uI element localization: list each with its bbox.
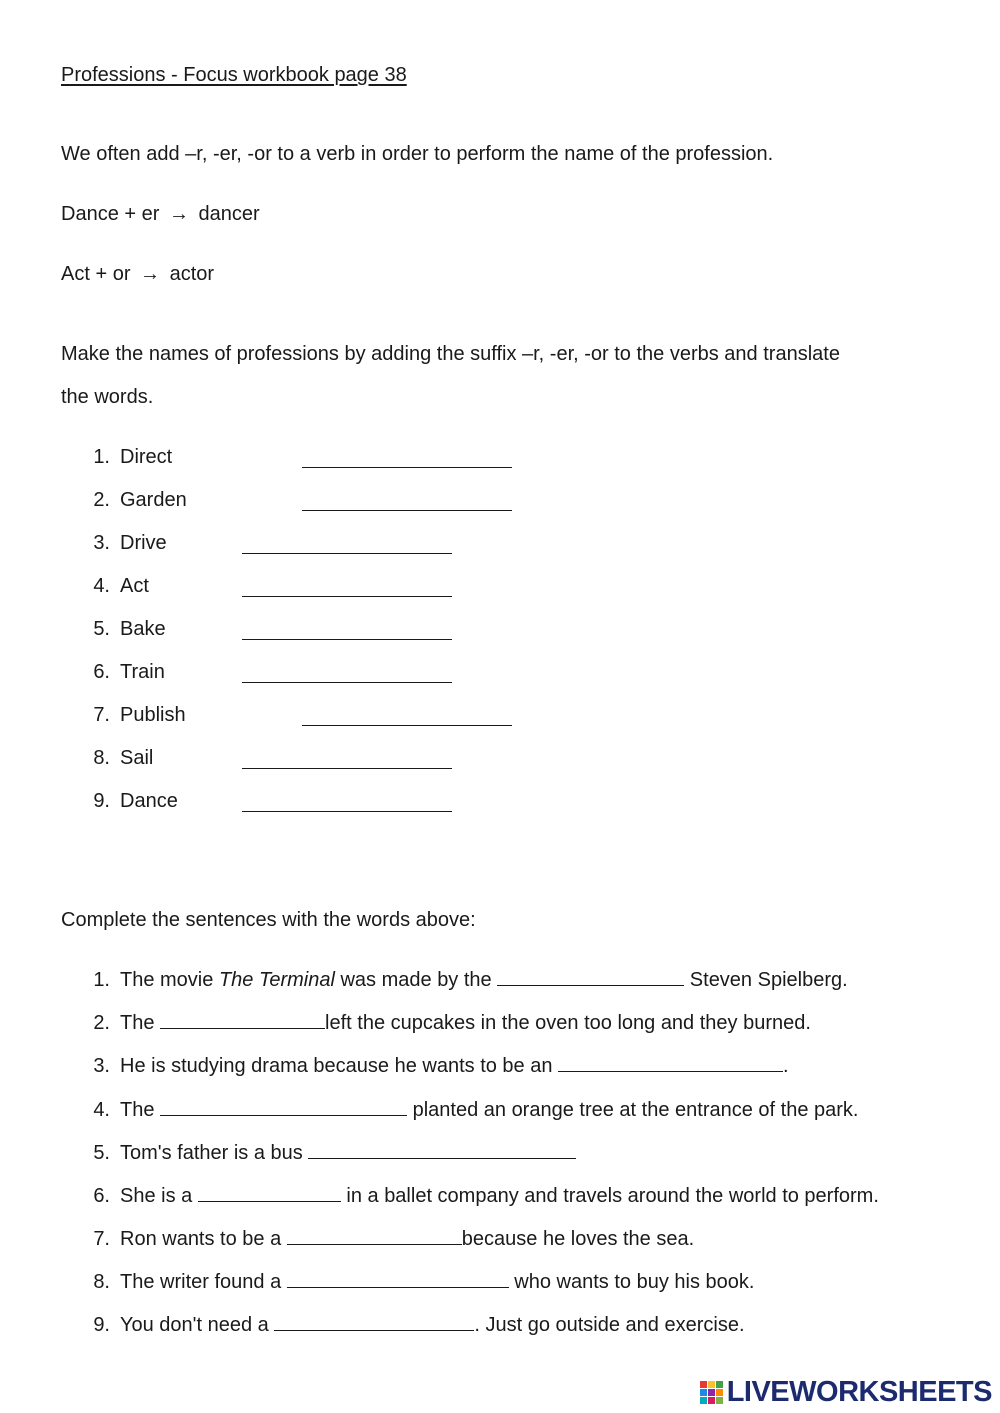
item-number: 6. [93,661,110,683]
answer-blank[interactable] [308,1157,576,1159]
arrow-right-icon: → [140,263,161,285]
item-number: 2. [93,489,110,511]
item-number: 3. [93,1055,110,1077]
sentence-item [80,1100,858,1120]
answer-blank[interactable] [274,1329,474,1331]
verb-word: Sail [120,747,154,769]
verb-item [80,533,167,553]
sentence-text-after: left the cupcakes in the oven too long and they burned. [325,1012,811,1034]
sentence-text-after: planted an orange tree at the entrance of the park. [407,1099,859,1121]
item-number: 1. [93,446,110,468]
sentence-text-before: The writer found a [120,1271,287,1293]
answer-blank[interactable] [198,1200,341,1202]
logo-square [716,1389,723,1396]
sentence-text-before: Ron wants to be a [120,1228,287,1250]
sentence-item [80,970,848,990]
sentence-item [80,1056,789,1076]
verb-item [80,705,186,725]
item-number: 9. [93,790,110,812]
verb-word: Publish [120,704,186,726]
sentence-text-before: You don't need a [120,1314,275,1336]
item-number: 6. [93,1185,110,1207]
example-right: dancer [198,203,260,225]
sentence-text-after: who wants to buy his book. [508,1271,755,1293]
sentence-text-before: The [120,1099,161,1121]
logo-square [700,1381,707,1388]
liveworksheets-logo [700,1378,992,1407]
answer-blank[interactable] [242,596,452,597]
sentence-text-mid: was made by the [334,969,498,991]
sentence-text-before: The movie [120,969,219,991]
verb-word: Garden [120,489,187,511]
instruction-text-cont: the words. [61,386,154,408]
logo-text: LIVEWORKSHEETS [726,1376,992,1408]
verb-item [80,791,178,811]
answer-blank[interactable] [160,1027,325,1029]
answer-blank[interactable] [558,1070,783,1072]
item-number: 5. [93,1142,110,1164]
logo-square [700,1389,707,1396]
sentences-heading: Complete the sentences with the words above: [61,909,476,931]
verb-item [80,619,166,639]
item-number: 5. [93,618,110,640]
answer-blank[interactable] [302,725,512,726]
sentence-text-after: . Just go outside and exercise. [474,1314,745,1336]
item-number: 1. [93,969,110,991]
example-act [61,264,214,284]
logo-square [716,1381,723,1388]
intro-text: We often add –r, -er, -or to a verb in order to perform the name of the profession. [61,143,774,165]
example-left: Act + or [61,263,131,285]
sentence-item [80,1229,694,1249]
verb-word: Act [120,575,149,597]
logo-square [700,1397,707,1404]
logo-square [708,1381,715,1388]
item-number: 4. [93,1099,110,1121]
verb-item [80,576,149,596]
answer-blank[interactable] [497,984,684,986]
item-number: 4. [93,575,110,597]
answer-blank[interactable] [242,811,452,812]
logo-square [708,1389,715,1396]
verb-word: Dance [120,790,178,812]
sentence-text-after: because he loves the sea. [461,1228,695,1250]
sentence-item [80,1143,576,1163]
verb-word: Direct [120,446,173,468]
example-right: actor [169,263,215,285]
item-number: 8. [93,747,110,769]
answer-blank[interactable] [302,467,512,468]
item-number: 7. [93,1228,110,1250]
sentence-item [80,1272,754,1292]
sentence-item [80,1315,745,1335]
item-number: 9. [93,1314,110,1336]
answer-blank[interactable] [242,682,452,683]
answer-blank[interactable] [242,553,452,554]
logo-mark-icon [700,1381,723,1404]
item-number: 2. [93,1012,110,1034]
item-number: 7. [93,704,110,726]
sentence-text-before: He is studying drama because he wants to be an [120,1055,559,1077]
verb-word: Train [120,661,165,683]
sentence-item [80,1186,879,1206]
sentence-text-before: Tom's father is a bus [120,1142,309,1164]
sentence-text-before: The [120,1012,161,1034]
sentence-italic-title: The Terminal [218,969,335,991]
logo-square [708,1397,715,1404]
answer-blank[interactable] [242,768,452,769]
verb-item [80,662,165,682]
answer-blank[interactable] [287,1286,509,1288]
answer-blank[interactable] [287,1243,462,1245]
sentence-text-after: . [783,1055,789,1077]
item-number: 8. [93,1271,110,1293]
example-dance [61,204,260,224]
verb-word: Drive [120,532,167,554]
arrow-right-icon: → [168,203,189,225]
instruction-text: Make the names of professions by adding the suffix –r, -er, -or to the verbs and translate [61,343,840,365]
sentence-text-after: in a ballet company and travels around the world to perform. [340,1185,879,1207]
verb-item [80,447,172,467]
item-number: 3. [93,532,110,554]
answer-blank[interactable] [160,1114,407,1116]
answer-blank[interactable] [302,510,512,511]
verb-word: Bake [120,618,166,640]
sentence-text-after: Steven Spielberg. [684,969,848,991]
answer-blank[interactable] [242,639,452,640]
verb-item [80,748,153,768]
sentence-text-before: She is a [120,1185,198,1207]
example-left: Dance + er [61,203,160,225]
page-title: Professions - Focus workbook page 38 [61,64,407,86]
verb-item [80,490,187,510]
sentence-item [80,1013,811,1033]
logo-square [716,1397,723,1404]
